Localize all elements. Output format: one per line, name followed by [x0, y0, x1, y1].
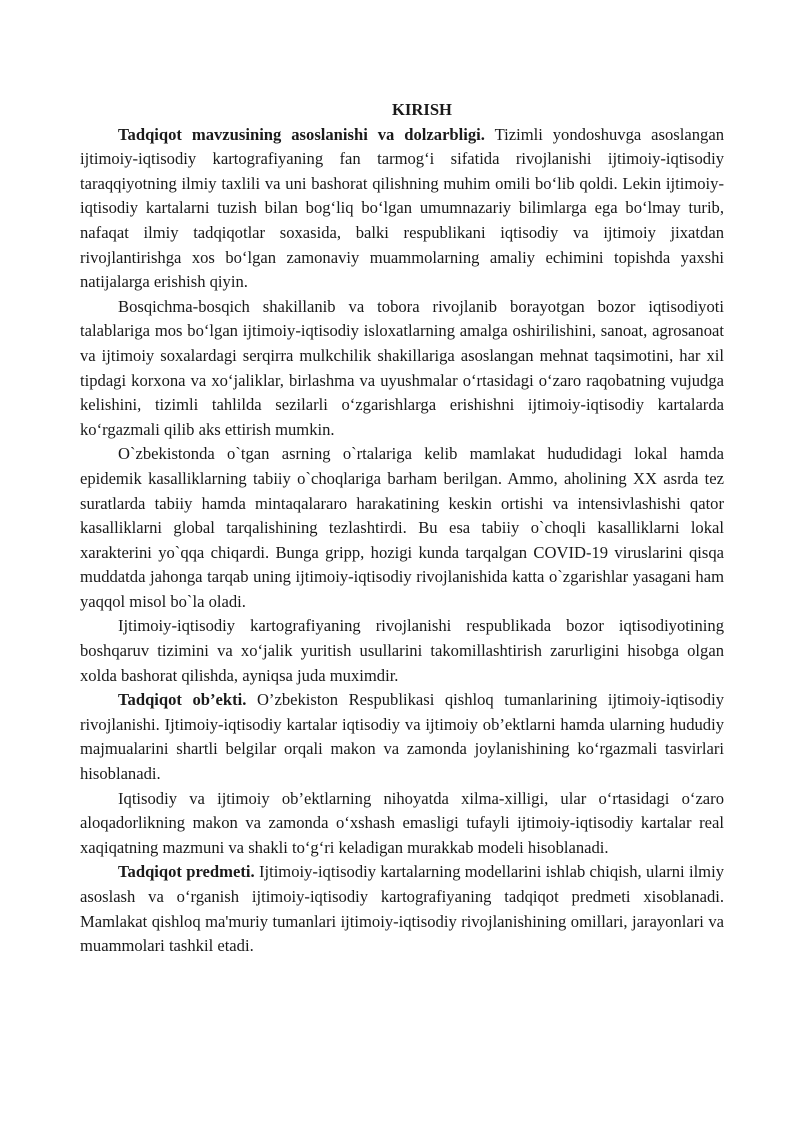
paragraph-text: O’zbekiston Respublikasi qishloq tumanlarining ijtimoiy-iqtisodiy rivojlanishi. Ijtimoiy-iqtisodiy kartalar iqtisodiy va ijtimoiy ob’ektlarni hamda ularning hududiy majmualarini shartli belgilar orqali makon va zamonda joylanishining ko‘rgazmali tasvirlari hisoblanadi. [80, 690, 724, 784]
paragraph-relevance [80, 123, 724, 295]
paragraph-text: Tizimli yondoshuvga asoslangan ijtimoiy-iqtisodiy kartografiyaning fan tarmog‘i sifatida rivojlanishi ijtimoiy-iqtisodiy taraqqiyotning ilmiy taxlili va uni bashorat qilishning muhim omili bo‘lib qoldi. Lekin ijtimoiy-iqtisodiy kartalarni tuzish bilan bog‘liq bo‘lgan umumnazariy bilimlarga ega bo‘lmay turib, nafaqat ilmiy tadqiqotlar soxasida, balki respublikani iqtisodiy va ijtimoiy jixatdan rivojlantirishga xos bo‘lgan zamonaviy muammolarning amaliy echimini topishda yaxshi natijalarga erishish qiyin. [80, 124, 724, 292]
section-title: KIRISH [392, 100, 452, 119]
paragraph-text: Bosqichma-bosqich shakillanib va tobora rivojlanib borayotgan bozor iqtisodiyoti talablariga mos bo‘lgan ijtimoiy-iqtisodiy isloxatlarning amalga oshirilishini, sanoat, agrosanoat va ijtimoiy soxalardagi serqirra mulkchilik shakillariga asoslangan mehnat taqsimotini, har xil tipdagi korxona va xo‘jaliklar, birlashma va uyushmalar o‘rtasidagi o‘zaro raqobatning vujudga kelishini, tizimli tahlilda sezilarli o‘zgarishlarga erishishni ijtimoiy-iqtisodiy kartalarda ko‘rgazmali qilib aks ettirish mumkin. [80, 296, 724, 439]
paragraph-text: Iqtisodiy va ijtimoiy ob’ektlarning nihoyatda xilma-xilligi, ular o‘rtasidagi o‘zaro aloqadorlikning makon va zamonda o‘xshash emasligi tufayli ijtimoiy-iqtisodiy kartalar real xaqiqatning mazmuni va shakli to‘g‘ri keladigan murakkab modeli hisoblanadi. [80, 788, 724, 857]
paragraph-lead: Tadqiqot mavzusining asoslanishi va dolzarbligi. [118, 124, 485, 144]
paragraph-objects-diversity [80, 787, 724, 861]
paragraph-lead: Tadqiqot predmeti. [118, 862, 255, 882]
paragraph-market-economy [80, 295, 724, 443]
paragraph-cartography-development [80, 614, 724, 688]
document-page [80, 98, 724, 959]
paragraph-epidemics [80, 442, 724, 614]
paragraph-text: Ijtimoiy-iqtisodiy kartografiyaning rivojlanishi respublikada bozor iqtisodiyotining boshqaruv tizimini va xo‘jalik yuritish usullarini takomillashtirish zarurligini hisobga olgan xolda bashorat qilishda, ayniqsa juda muximdir. [80, 616, 724, 685]
paragraph-research-subject [80, 860, 724, 958]
paragraph-text: Ijtimoiy-iqtisodiy kartalarning modellarini ishlab chiqish, ularni ilmiy asoslash va o‘rganish ijtimoiy-iqtisodiy kartografiyaning tadqiqot predmeti xisoblanadi. Mamlakat qishloq ma'muriy tumanlari ijtimoiy-iqtisodiy rivojlanishining omillari, jarayonlari va muammolari tashkil etadi. [80, 862, 725, 956]
paragraph-text: O`zbekistonda o`tgan asrning o`rtalariga kelib mamlakat hududidagi lokal hamda epidemik kasalliklarning tabiiy o`choqlariga barham berilgan. Ammo, aholining XX asrda tez suratlarda tabiiy hamda mintaqalararo harakatining keskin ortishi va intensivlashishi qator kasalliklarni global tarqalishining tezlashtirdi. Bu esa tabiiy o`choqli kasalliklarni lokal xarakterini yo`qqa chiqardi. Bunga gripp, hozigi kunda tarqalgan COVID-19 viruslarini qisqa muddatda jahonga tarqab uning ijtimoiy-iqtisodiy rivojlanishida katta o`zgarishlar yasagani ham yaqqol misol bo`la oladi. [80, 444, 724, 611]
paragraph-research-object [80, 688, 724, 786]
paragraph-lead: Tadqiqot ob’ekti. [118, 690, 247, 710]
